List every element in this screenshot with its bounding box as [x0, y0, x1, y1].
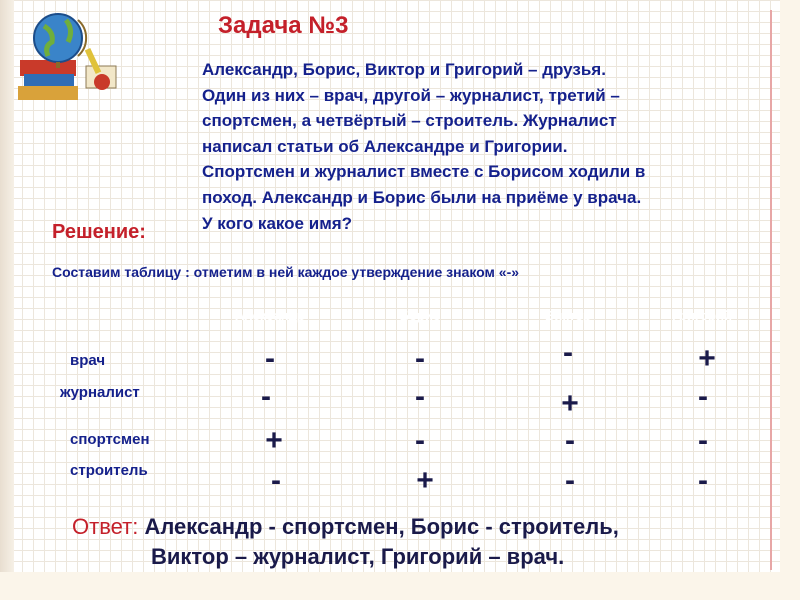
table-cell: -	[563, 336, 573, 369]
book-icon	[24, 74, 74, 88]
school-supplies-clipart	[16, 8, 124, 108]
table-cell: -	[698, 424, 708, 457]
table-cell: -	[565, 464, 575, 497]
column-header: Виктор	[545, 308, 591, 323]
solution-label: Решение:	[52, 221, 146, 243]
table-cell: -	[698, 380, 708, 413]
column-header: Григорий	[672, 308, 732, 323]
answer-line: Виктор – журналист, Григорий – врач.	[151, 544, 565, 569]
column-header: Борис	[399, 308, 441, 323]
problem-line: Спортсмен и журналист вместе с Борисом ходили в	[202, 162, 646, 182]
table-cell: -	[698, 464, 708, 497]
table-intro: Составим таблицу : отметим в ней каждое утверждение знаком «-»	[52, 264, 520, 280]
table-cell: +	[265, 424, 283, 457]
row-label: спортсмен	[70, 431, 150, 448]
table-cell: +	[561, 387, 579, 420]
book-icon	[20, 60, 76, 76]
table-cell: -	[415, 342, 425, 375]
page-title: Задача №3	[218, 12, 349, 39]
table-cell: +	[416, 464, 434, 497]
problem-line: написал статьи об Александре и Григории.	[202, 136, 568, 156]
problem-line: Александр, Борис, Виктор и Григорий – друзья.	[202, 60, 606, 79]
table-cell: +	[698, 342, 716, 375]
right-frame	[780, 0, 800, 600]
answer-block	[72, 512, 772, 572]
row-label: строитель	[70, 462, 148, 479]
problem-line: У кого какое имя?	[202, 213, 353, 233]
book-icon	[18, 86, 78, 100]
row-label: врач	[70, 352, 106, 369]
column-header: Александр	[235, 308, 305, 323]
apple-icon	[94, 74, 110, 90]
row-label: журналист	[60, 384, 140, 401]
table-cell: -	[265, 342, 275, 375]
bottom-frame	[0, 572, 800, 600]
problem-line: спортсмен, а четвёртый – строитель. Журналист	[202, 111, 617, 131]
table-cell: -	[271, 464, 281, 497]
answer-label: Ответ:	[72, 514, 139, 539]
table-cell: -	[415, 380, 425, 413]
table-cell: -	[261, 380, 271, 413]
problem-line: Один из них – врач, другой – журналист, третий –	[202, 85, 620, 105]
left-frame	[0, 0, 14, 600]
globe-icon	[34, 14, 82, 62]
problem-line: поход. Александр и Борис были на приёме у врача.	[202, 187, 642, 207]
problem-statement	[202, 57, 772, 236]
table-cell: -	[565, 424, 575, 457]
table-cell: -	[415, 424, 425, 457]
answer-line: Александр - спортсмен, Борис - строитель,	[138, 514, 619, 539]
